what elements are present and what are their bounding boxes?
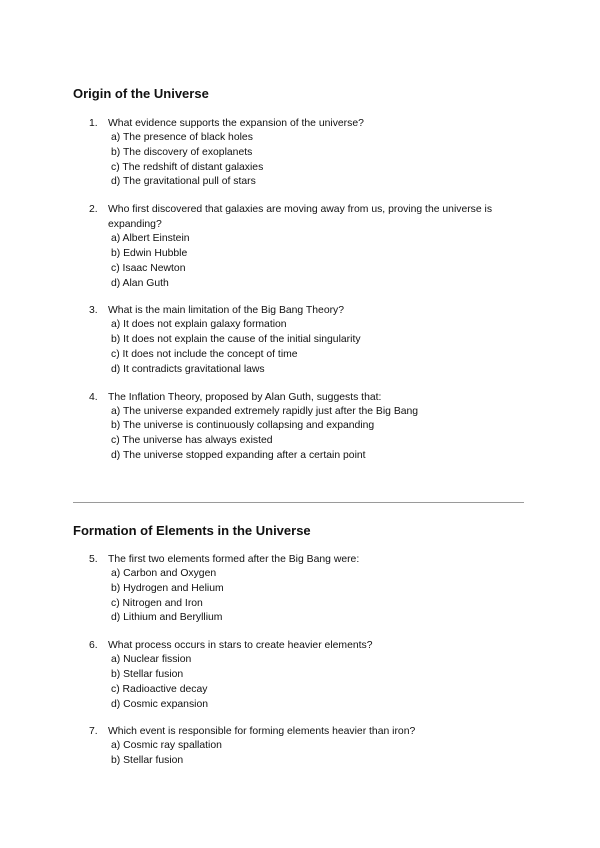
question-text: What process occurs in stars to create heavier elements? <box>108 640 373 652</box>
question-text: What evidence supports the expansion of the universe? <box>108 118 364 129</box>
option-c: c) The universe has always existed <box>111 435 273 447</box>
option-d: d) Alan Guth <box>111 277 169 289</box>
option-c: c) Nitrogen and Iron <box>111 597 203 609</box>
option-d: d) Lithium and Beryllium <box>111 612 223 624</box>
option-c: c) It does not include the concept of time <box>111 348 298 360</box>
option-list <box>108 232 533 291</box>
section-title: Origin of the Universe <box>73 86 209 101</box>
option-a: a) Albert Einstein <box>111 233 190 245</box>
option-d: d) Cosmic expansion <box>111 698 209 710</box>
option-list <box>108 567 533 626</box>
option-b: b) Stellar fusion <box>111 668 184 680</box>
section-title: Formation of Elements in the Universe <box>73 523 311 538</box>
option-list <box>108 131 533 190</box>
question-7 <box>73 724 533 769</box>
option-list <box>108 405 533 464</box>
option-b: b) The discovery of exoplanets <box>111 146 253 158</box>
option-b: b) Hydrogen and Helium <box>111 582 224 594</box>
option-c: c) The redshift of distant galaxies <box>111 161 264 173</box>
question-number: 7. <box>89 726 98 738</box>
question-5 <box>73 552 533 626</box>
question-number: 2. <box>89 204 98 216</box>
question-text: Which event is responsible for forming elements heavier than iron? <box>108 726 416 738</box>
option-a: a) Cosmic ray spallation <box>111 740 222 752</box>
option-d: d) The universe stopped expanding after a certain point <box>111 449 366 461</box>
question-list <box>73 116 533 464</box>
option-d: d) It contradicts gravitational laws <box>111 363 265 375</box>
option-list <box>108 318 533 377</box>
section-origin-of-universe <box>73 86 533 476</box>
option-list <box>108 653 533 712</box>
question-2 <box>73 202 533 291</box>
option-b: b) The universe is continuously collapsing and expanding <box>111 420 375 432</box>
option-a: a) The universe expanded extremely rapidly just after the Big Bang <box>111 405 419 417</box>
question-1 <box>73 116 533 190</box>
question-number: 6. <box>89 640 98 652</box>
question-text: The Inflation Theory, proposed by Alan Guth, suggests that: <box>108 391 382 403</box>
option-c: c) Isaac Newton <box>111 262 186 274</box>
option-list <box>108 739 533 769</box>
question-number: 4. <box>89 391 98 403</box>
question-number: 5. <box>89 554 98 565</box>
question-list <box>73 552 533 769</box>
option-b: b) It does not explain the cause of the initial singularity <box>111 334 361 346</box>
option-a: a) Nuclear fission <box>111 654 192 666</box>
question-3 <box>73 303 533 377</box>
option-c: c) Radioactive decay <box>111 683 208 695</box>
option-a: a) It does not explain galaxy formation <box>111 319 287 331</box>
option-b: b) Stellar fusion <box>111 755 184 767</box>
option-b: b) Edwin Hubble <box>111 247 188 259</box>
question-text: What is the main limitation of the Big Bang Theory? <box>108 305 345 317</box>
option-a: a) The presence of black holes <box>111 132 253 143</box>
section-divider <box>73 502 524 503</box>
question-text: The first two elements formed after the Big Bang were: <box>108 554 360 565</box>
option-d: d) The gravitational pull of stars <box>111 176 256 188</box>
question-6 <box>73 638 533 712</box>
section-formation-of-elements <box>73 523 533 781</box>
option-a: a) Carbon and Oxygen <box>111 568 217 579</box>
question-4 <box>73 390 533 464</box>
question-number: 3. <box>89 305 98 317</box>
question-number: 1. <box>89 118 98 129</box>
question-text: Who first discovered that galaxies are moving away from us, proving the universe is expanding? <box>108 204 493 231</box>
